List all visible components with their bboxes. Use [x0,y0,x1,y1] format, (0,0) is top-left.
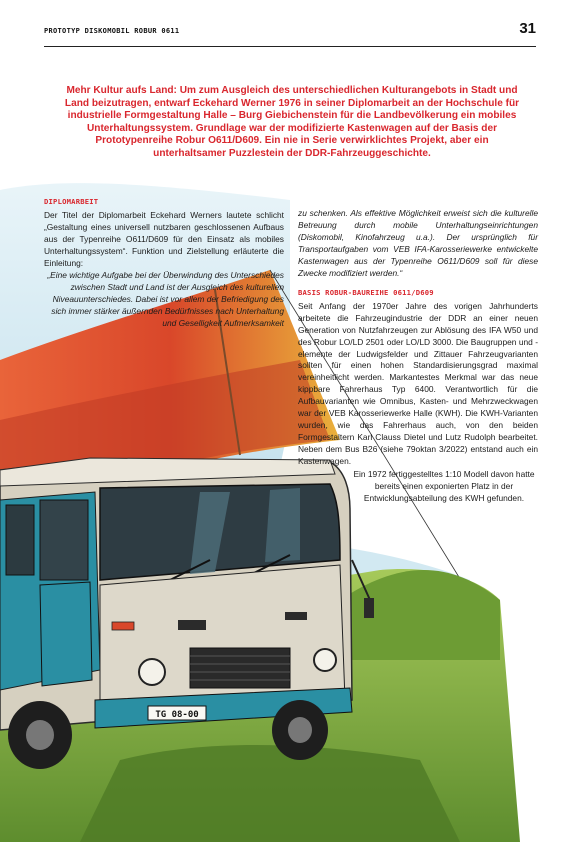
section-basis-robur [298,287,538,468]
quote-continuation [44,270,284,330]
grass-foreground [80,745,460,842]
quote-text-1: „Eine wichtige Aufgabe bei der Überwindung des Unterschiedes zwischen Stadt und Land ist der Ausgleich des kulturellen Niveauunterschiedes. Dabei ist vor allem der Befriedigung des sich immer stärker äußernden Bedürfnisses nach Unterhaltung und Geselligkeit Aufmerksamkeit [47,270,284,328]
body-text-basis-end [350,469,538,505]
body-text-diplomarbeit: Der Titel der Diplomarbeit Eckehard Werners lautete schlicht „Gestaltung eines universell nutzbaren geschlossenen Aufbaus aus der Typenreihe O611/D609 für den Einsatz als mobiles Unterhaltungssystem“. Funktion und Zielstellung erläuterte die Einleitung: [44,209,284,268]
quote-text-2: zu schenken. Als effektive Möglichkeit erweist sich die kulturelle Betreuung durch mobile Unterhaltungseinrichtungen (Diskomobil, Kinofahrzeug u.a.). Der ursprünglich für Transportaufgaben vom VEB IFA-Karosseriewerke entwickelte Kastenwagen aus der Typenreihe O611/D609 soll für diese Zwecke modifiziert werden.“ [298,208,538,278]
section-heading-diplomarbeit: DIPLOMARBEIT [44,197,99,206]
quote-column-2 [298,208,538,279]
intro-paragraph: Mehr Kultur aufs Land: Um zum Ausgleich des unterschiedlichen Kulturangebots in Stadt und Land beizutragen, entwarf Eckehard Werner 1976 in seiner Diplomarbeit an der Hochschule für industrielle Formgestaltung Halle – Burg Giebichenstein für die Landbevölkerung ein mobiles Unterhaltungssystem. Grundlage war der modifizierte Kastenwagen auf der Basis der Prototypenreihe Robur O611/D609. Ein nie in Serie verwirklichtes Projekt, aber ein unterhaltsamer Puzzlestein der DDR-Fahrzeuggeschichte. [64,85,520,159]
running-head: PROTOTYP DISKOMOBIL ROBUR 0611 [44,27,180,35]
body-text-basis-2: Ein 1972 fertiggestelltes 1:10 Modell davon hatte bereits einen exponierten Platz in der Entwicklungsabteilung des KWH gefunden. [353,469,535,503]
header-rule [44,46,536,47]
bus [0,458,374,769]
license-plate-text: TG 08-00 [155,710,199,720]
body-text-basis-1: Seit Anfang der 1970er Jahre des vorigen Jahrhunderts arbeitete die Fahrzeugindustrie der DDR an einer neuen Generation von Nutzfahrzeugen zur Ablösung des IFA W50 und des Robur LO/LD 2501 oder LO/LD 3000. Die Baugruppen und -elemente der Ludwigsfelder und Zittauer Fahrzeugvarianten sollten für einen hohen Standardisierungsgrad maximal vereinheitlicht werden. Markantestes Merkmal war das neue kippbare Fahrerhaus Typ 6400. Verantwortlich für die Aufbauvarianten wie Omnibus, Kasten- und Mehrzweckwagen war der VEB Karosseriewerke Halle (KWH). Die KWH-Varianten wurden, wie das Fahrerhaus auch, von den beiden Formgestaltern Karl Clauss Dietel und Lutz Rudolph bearbeitet. Neben dem Bus B26 (siehe 79oktan 3/2022) entstand auch ein Kastenwagen. [298,300,538,466]
section-heading-basis: BASIS ROBUR-BAUREIHE 0611/D609 [298,288,434,297]
section-diplomarbeit [44,196,284,269]
page-number: 31 [519,20,536,37]
